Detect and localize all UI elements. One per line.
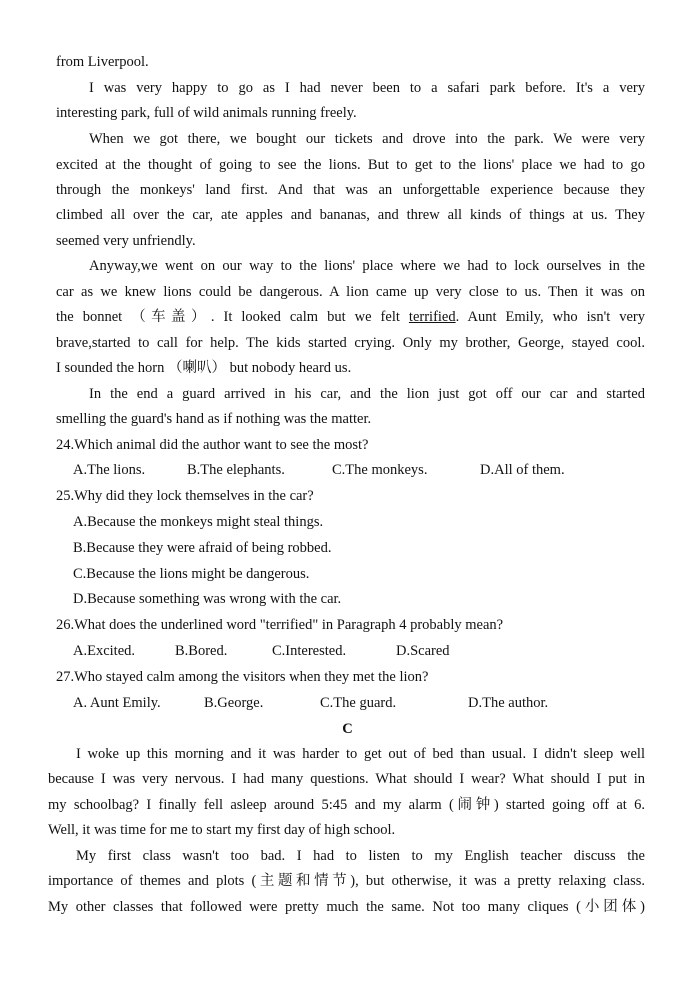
passage-line: I woke up this morning and it was harder to get out of bed than usual. I didn't sleep well bbox=[76, 746, 645, 762]
option-c: C.Because the lions might be dangerous. bbox=[73, 566, 310, 582]
passage-line: excited at the thought of going to see the lions. But to get to the lions' place we had to go bbox=[56, 157, 645, 173]
question-stem: 24.Which animal did the author want to see the most? bbox=[56, 437, 369, 453]
option-d: D.Scared bbox=[396, 643, 450, 659]
option-c: C.The guard. bbox=[320, 695, 397, 711]
passage-line: interesting park, full of wild animals running freely. bbox=[56, 105, 357, 121]
option-a: A.The lions. bbox=[73, 462, 146, 478]
passage-line: because I was very nervous. I had many questions. What should I wear? What should I put in bbox=[48, 771, 645, 787]
question-options-row bbox=[73, 639, 593, 665]
passage-line: smelling the guard's hand as if nothing was the matter. bbox=[56, 411, 372, 427]
passage-line: In the end a guard arrived in his car, and the lion just got off our car and started bbox=[89, 386, 645, 402]
passage-line: When we got there, we bought our tickets and drove into the park. We were very bbox=[89, 131, 645, 147]
passage-line: car as we knew lions could be dangerous. A lion came up very close to us. Then it was on bbox=[56, 284, 645, 300]
passage-line: Anyway,we went on our way to the lions' place where we had to lock ourselves in the bbox=[89, 258, 645, 274]
option-b: B.Because they were afraid of being robbed. bbox=[73, 540, 332, 556]
option-c: C.The monkeys. bbox=[332, 462, 428, 478]
passage-line: climbed all over the car, ate apples and bananas, and threw all kinds of things at us. They bbox=[56, 207, 645, 223]
passage-line: importance of themes and plots (主题和情节), but otherwise, it was a pretty relaxing class. bbox=[48, 873, 645, 889]
option-d: D.All of them. bbox=[480, 462, 565, 478]
passage-line: brave,started to call for help. The kids started crying. Only my brother, George, stayed cool. bbox=[56, 335, 645, 351]
option-d: D.Because something was wrong with the car. bbox=[73, 591, 342, 607]
question-stem: 25.Why did they lock themselves in the car? bbox=[56, 488, 314, 504]
option-c: C.Interested. bbox=[272, 643, 347, 659]
option-a: A.Excited. bbox=[73, 643, 136, 659]
passage-line: through the monkeys' land first. And that was an unforgettable experience because they bbox=[56, 182, 645, 198]
passage-line: My other classes that followed were pretty much the same. Not too many cliques (小团体) bbox=[48, 899, 645, 915]
passage-line: My first class wasn't too bad. I had to listen to my English teacher discuss the bbox=[76, 848, 645, 864]
option-b: B.The elephants. bbox=[187, 462, 285, 478]
passage-line: my schoolbag? I finally fell asleep around 5:45 and my alarm (闹钟) started going off at 6. bbox=[48, 797, 645, 813]
option-b: B.George. bbox=[204, 695, 264, 711]
passage-line: seemed very unfriendly. bbox=[56, 233, 196, 249]
passage-line: Well, it was time for me to start my first day of high school. bbox=[48, 822, 396, 838]
passage-line: I sounded the horn （喇叭） but nobody heard us. bbox=[56, 360, 352, 376]
passage-line: from Liverpool. bbox=[56, 54, 149, 70]
question-options-row bbox=[73, 691, 593, 717]
question-stem: 26.What does the underlined word "terrified" in Paragraph 4 probably mean? bbox=[56, 617, 504, 633]
option-b: B.Bored. bbox=[175, 643, 228, 659]
passage-line-with-underlined-word: the bonnet （车盖）. It looked calm but we felt terrified. Aunt Emily, who isn't very bbox=[56, 309, 646, 325]
section-heading: C bbox=[342, 721, 353, 737]
underlined-word: terrified bbox=[408, 309, 456, 325]
option-a: A.Because the monkeys might steal things. bbox=[73, 514, 324, 530]
question-stem: 27.Who stayed calm among the visitors when they met the lion? bbox=[56, 669, 429, 685]
question-options-row bbox=[73, 458, 593, 484]
option-d: D.The author. bbox=[468, 695, 549, 711]
option-a: A. Aunt Emily. bbox=[73, 695, 161, 711]
passage-line: I was very happy to go as I had never been to a safari park before. It's a very bbox=[89, 80, 645, 96]
